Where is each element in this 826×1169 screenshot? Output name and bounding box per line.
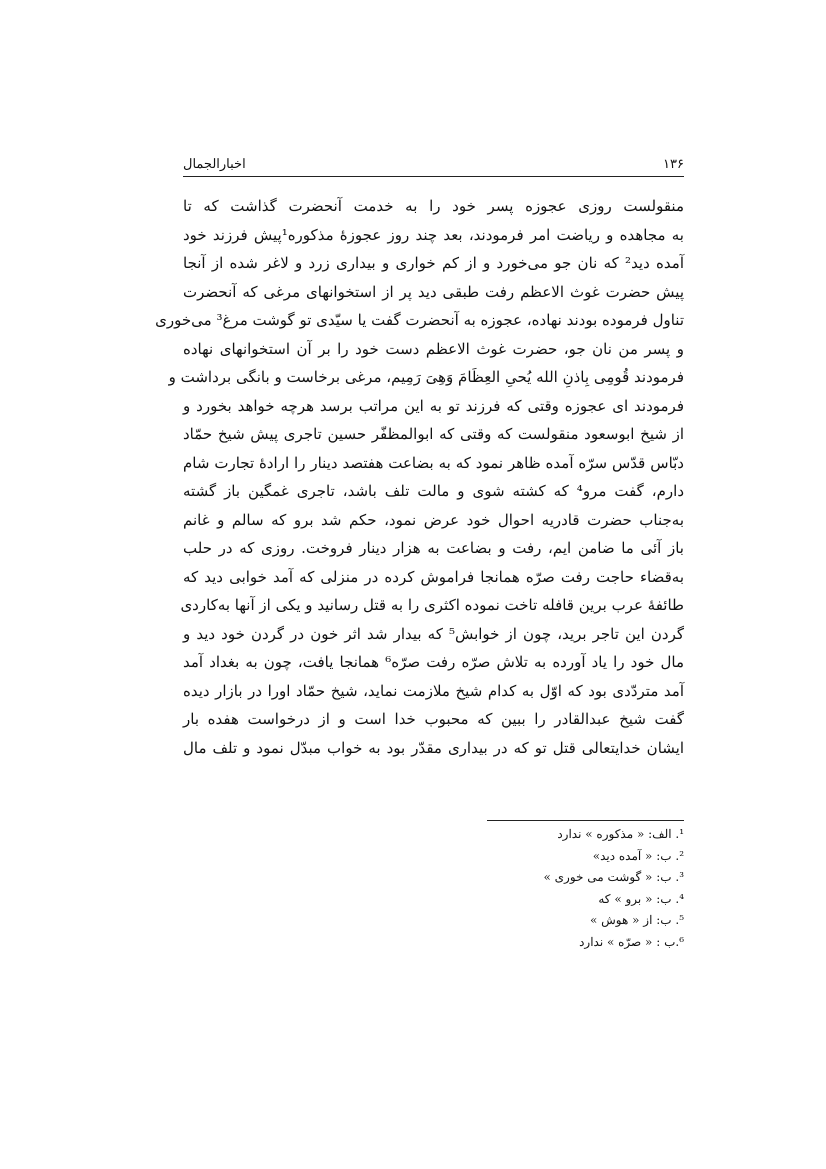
page-number: ۱۳۶ xyxy=(663,157,684,172)
footnote: ¹. الف: « مذکوره » ندارد xyxy=(557,827,684,841)
header-rule xyxy=(183,176,684,177)
body-line: دبّاس قدّس سرّه آمده ظاهر نمود که به بضاعت هفتصد دینار را ارادهٔ تجارت شام xyxy=(183,453,684,472)
body-line: فرمودند قُومِی بِاذنِ الله یُحیِ العِظَامَ وَهِیَ رَمِیم، مرغی برخاست و بانگی برداشت و xyxy=(168,368,684,386)
body-line: باز آئی ما ضامن ایم، رفت و بضاعت به هزار دینار فروخت. روزی که در حلب xyxy=(183,539,684,557)
body-line: پیش حضرت غوث الاعظم رفت طبقی دید پر از استخوانهای مرغی که آنحضرت xyxy=(183,282,684,301)
footnotes xyxy=(344,824,684,953)
body-line: از شیخ ابوسعود منقولست که وقتی که ابوالمظفّر حسین تاجری پیش شیخ حمّاد xyxy=(183,425,684,443)
body-line: منقولست روزی عجوزه پسر خود را به خدمت آنحضرت گذاشت که تا xyxy=(183,197,684,215)
footnote-rule xyxy=(487,820,684,821)
body-line: آمده دید² که نان جو می‌خورد و از کم خواری و بیداری زرد و لاغر شده از آنجا xyxy=(183,254,684,272)
body-line: فرمودند ای عجوزه وقتی که فرزند تو به این مراتب برسد هرچه خواهد بخورد و xyxy=(183,396,684,415)
footnote: ⁵. ب: از « هوش » xyxy=(589,913,684,927)
footnote: ². ب: « آمده دید» xyxy=(592,848,684,863)
body-line: گفت شیخ عبدالقادر را ببین که محبوب خدا است و از درخواست هفده بار xyxy=(183,710,684,728)
body-line: و پسر من نان جو، حضرت غوث الاعظم دست خود را بر آن استخوانهای نهاده xyxy=(183,339,684,358)
running-header xyxy=(183,150,684,172)
running-title: اخبارالجمال xyxy=(183,157,246,172)
body-line: به مجاهده و ریاضت امر فرمودند، بعد چند روز عجوزهٔ مذکوره¹پیش فرزند خود xyxy=(183,225,684,244)
body-line: طائفهٔ عرب برین قافله تاخت نموده اکثری را به قتل رسانید و یکی از آنها به‌کاردی xyxy=(180,596,684,614)
body-line: دارم، گفت مرو⁴ که کشته شوی و مالت تلف باشد، تاجری غمگین باز گشته xyxy=(183,482,684,500)
body-line: به‌قضاء حاجت رفت صرّه همانجا فراموش کرده در منزلی که آمد خوابی دید که xyxy=(183,567,684,586)
body-line: به‌جناب حضرت قادریه احوال خود عرض نمود، حکم شد برو که سالم و غانم xyxy=(183,510,684,529)
footnote: ⁶.ب : « صرّه » ندارد xyxy=(579,934,684,949)
body-line: تناول فرموده بودند نهاده، عجوزه به آنحضرت گفت یا سیّدی تو گوشت مرغ³ می‌خوری xyxy=(155,311,684,329)
footnote: ⁴. ب: « برو » که xyxy=(598,891,684,906)
footnote: ³. ب: « گوشت می خوری » xyxy=(543,870,684,884)
body-line: مال خود را یاد آورده به تلاش صرّه رفت صرّه⁶ همانجا یافت، چون به بغداد آمد xyxy=(183,653,684,671)
body-line: آمد متردّدی بود که اوّل به کدام شیخ ملازمت نماید، شیخ حمّاد اورا در بازار دیده xyxy=(183,681,684,700)
body-line: گردن این تاجر برید، چون از خوابش⁵ که بیدار شد اثر خون در گردن خود دید و xyxy=(183,624,684,643)
body-text xyxy=(155,192,684,762)
body-line: ایشان خدایتعالی قتل تو که در بیداری مقدّر بود به خواب مبدّل نمود و تلف مال xyxy=(183,738,684,757)
